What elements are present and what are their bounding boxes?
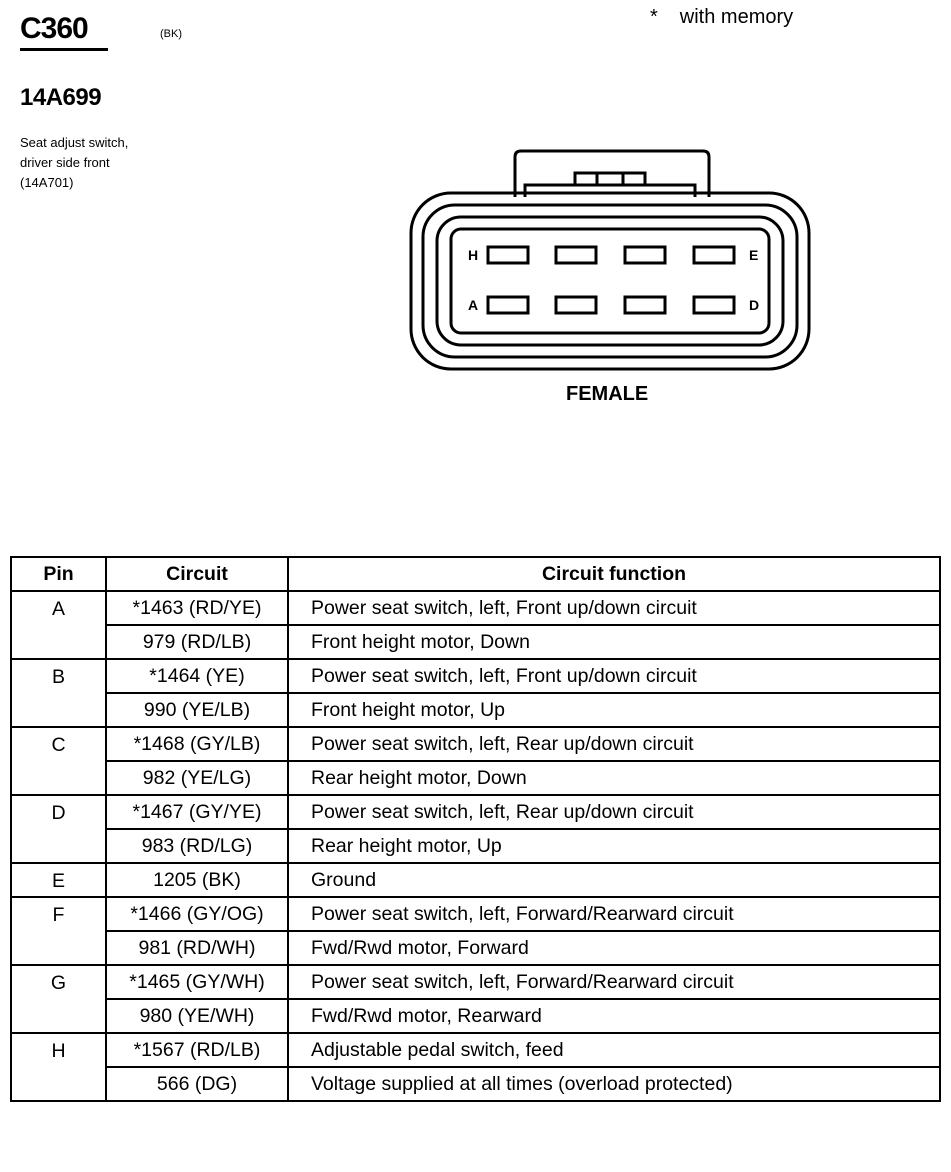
pin-cell: A: [11, 591, 106, 659]
table-row: [11, 829, 940, 863]
circuit-function-cell: Front height motor, Down: [288, 625, 940, 659]
connector-cavity: [451, 229, 769, 333]
table-row: [11, 999, 940, 1033]
latch-notch: [597, 173, 623, 185]
pin-slot-g: [556, 247, 596, 263]
pin-label-a: A: [468, 297, 479, 313]
memory-note: [650, 6, 793, 29]
latch-tab: [575, 173, 645, 185]
pin-slot-c: [625, 297, 665, 313]
description-line-2: driver side front: [20, 155, 110, 170]
header-circuit-function: Circuit function: [288, 557, 940, 591]
description-line-3: (14A701): [20, 175, 74, 190]
connector-diagram: [405, 145, 815, 375]
circuit-cell: 566 (DG): [106, 1067, 288, 1101]
pin-slot-e: [694, 247, 734, 263]
circuit-cell: *1466 (GY/OG): [106, 897, 288, 931]
circuit-cell: 983 (RD/LG): [106, 829, 288, 863]
header-pin: Pin: [11, 557, 106, 591]
circuit-function-cell: Power seat switch, left, Rear up/down circuit: [288, 795, 940, 829]
table-row: [11, 863, 940, 897]
circuit-cell: 990 (YE/LB): [106, 693, 288, 727]
view-label: FEMALE: [566, 383, 649, 405]
connector-color: (BK): [160, 28, 182, 40]
pin-cell: G: [11, 965, 106, 1033]
pin-label-d: D: [749, 297, 760, 313]
circuit-cell: *1467 (GY/YE): [106, 795, 288, 829]
table-row: [11, 1033, 940, 1067]
pin-slot-h: [488, 247, 528, 263]
description-line-1: Seat adjust switch,: [20, 135, 129, 150]
table-row: [11, 727, 940, 761]
circuit-function-cell: Power seat switch, left, Rear up/down circuit: [288, 727, 940, 761]
circuit-cell: *1567 (RD/LB): [106, 1033, 288, 1067]
pin-slot-a: [488, 297, 528, 313]
circuit-function-cell: Voltage supplied at all times (overload protected): [288, 1067, 940, 1101]
table-row: [11, 897, 940, 931]
table-header-row: [11, 557, 940, 591]
table-row: [11, 795, 940, 829]
circuit-function-cell: Rear height motor, Up: [288, 829, 940, 863]
circuit-cell: 981 (RD/WH): [106, 931, 288, 965]
circuit-cell: *1464 (YE): [106, 659, 288, 693]
circuit-cell: 979 (RD/LB): [106, 625, 288, 659]
pin-cell: H: [11, 1033, 106, 1101]
memory-note-text: with memory: [679, 6, 794, 28]
pin-table-body: [11, 591, 940, 1101]
pin-cell: D: [11, 795, 106, 863]
table-row: [11, 965, 940, 999]
pin-slot-b: [556, 297, 596, 313]
pin-cell: E: [11, 863, 106, 897]
circuit-function-cell: Power seat switch, left, Front up/down circuit: [288, 591, 940, 625]
circuit-function-cell: Power seat switch, left, Forward/Rearward circuit: [288, 897, 940, 931]
circuit-cell: 982 (YE/LG): [106, 761, 288, 795]
circuit-cell: *1465 (GY/WH): [106, 965, 288, 999]
circuit-cell: 980 (YE/WH): [106, 999, 288, 1033]
connector-id: C360: [20, 12, 88, 45]
table-row: [11, 931, 940, 965]
pin-label-e: E: [749, 247, 759, 263]
circuit-function-cell: Fwd/Rwd motor, Forward: [288, 931, 940, 965]
pin-slot-f: [625, 247, 665, 263]
circuit-function-cell: Fwd/Rwd motor, Rearward: [288, 999, 940, 1033]
pin-cell: C: [11, 727, 106, 795]
circuit-function-cell: Rear height motor, Down: [288, 761, 940, 795]
pin-cell: F: [11, 897, 106, 965]
part-number: 14A699: [20, 84, 102, 111]
pin-slot-d: [694, 297, 734, 313]
header-circuit: Circuit: [106, 557, 288, 591]
memory-note-symbol: *: [650, 6, 658, 28]
circuit-cell: 1205 (BK): [106, 863, 288, 897]
table-row: [11, 693, 940, 727]
circuit-function-cell: Power seat switch, left, Front up/down circuit: [288, 659, 940, 693]
pin-cell: B: [11, 659, 106, 727]
circuit-function-cell: Front height motor, Up: [288, 693, 940, 727]
circuit-cell: *1463 (RD/YE): [106, 591, 288, 625]
latch-inner: [525, 185, 695, 197]
circuit-function-cell: Adjustable pedal switch, feed: [288, 1033, 940, 1067]
circuit-function-cell: Ground: [288, 863, 940, 897]
circuit-function-cell: Power seat switch, left, Forward/Rearward circuit: [288, 965, 940, 999]
connector-id-underline: [20, 48, 108, 51]
pin-table: [10, 556, 941, 1102]
table-row: [11, 761, 940, 795]
connector-inner-shell: [437, 217, 783, 345]
table-row: [11, 591, 940, 625]
table-row: [11, 659, 940, 693]
table-row: [11, 1067, 940, 1101]
pin-label-h: H: [468, 247, 479, 263]
circuit-cell: *1468 (GY/LB): [106, 727, 288, 761]
table-row: [11, 625, 940, 659]
connector-outer-shell: [411, 193, 809, 369]
